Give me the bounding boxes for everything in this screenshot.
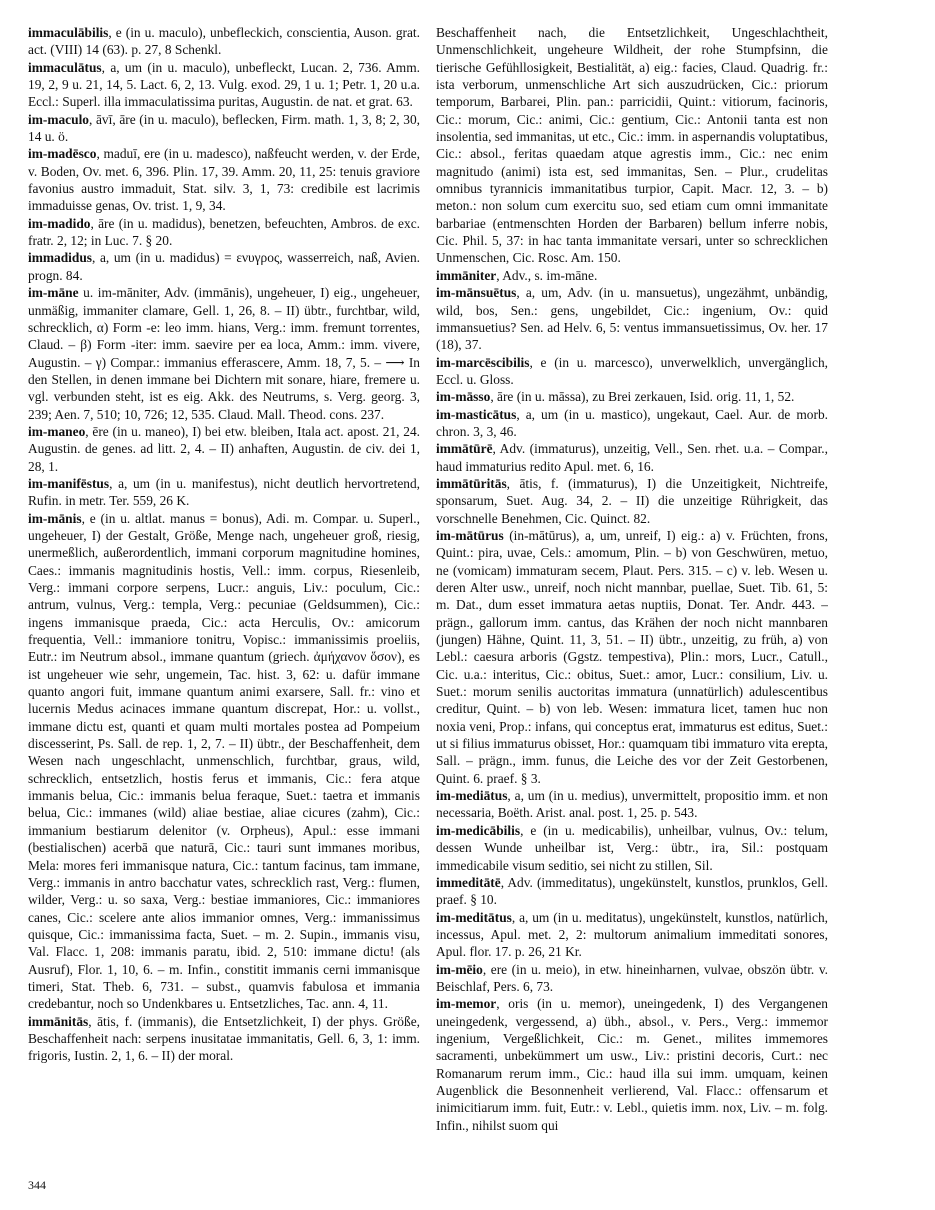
entry-text: u. im-māniter, Adv. (immānis), ungeheuer, I) eig., ungeheuer, unmäßig, immaniter clamare, Gell. 1, 26, 8. – II) übtr., furchtbar, wild, schrecklich, α) Form -e: leo imm. hians, Verg.: imm. fremunt torrentes, Claud. – β) Form -iter: imm. saevire per ea loca, Amm.: imm. vivere, Augustin. – γ) Compar.: immanius efferascere, Amm. 18, 7, 5. – ⟶ In den Stellen, in denen immane bei Dichtern mit sonare, hiare, fremere u. vgl. verbunden steht, ist es eig. Akk. des Neutrums, s. Verg. georg. 3, 239; Aen. 7, 510; 10, 726; 12, 535. Claud. Mall. Theod. cons. 237. bbox=[28, 285, 420, 422]
entry-text: , ere (in u. meio), in etw. hineinharnen, vulvae, obszön übtr. v. Beischlaf, Pers. 6, 73. bbox=[436, 961, 828, 994]
dictionary-entry bbox=[436, 527, 828, 787]
entry-text: , ātis, f. (immaturus), I) die Unzeitigkeit, Nichtreife, sponsarum, Suet. Aug. 34, 2. – II) die unzeitige Rührigkeit, das vorschnelle Benehmen, Cic. Quinct. 82. bbox=[436, 475, 828, 526]
page-number: 344 bbox=[28, 1178, 46, 1192]
dictionary-entry bbox=[436, 267, 828, 284]
dictionary-entry bbox=[436, 406, 828, 441]
entry-lemma: immānitās bbox=[28, 1013, 89, 1029]
entry-lemma: immātūritās bbox=[436, 475, 507, 491]
entry-lemma: im-masticātus bbox=[436, 406, 517, 422]
entry-text: , Adv., s. im-māne. bbox=[496, 267, 598, 283]
entry-lemma: im-mēio bbox=[436, 961, 483, 977]
entry-lemma: immātūrē bbox=[436, 441, 493, 457]
dictionary-entry bbox=[436, 24, 828, 267]
dictionary-entry bbox=[28, 111, 420, 146]
entry-lemma: im-marcēscibilis bbox=[436, 354, 530, 370]
entry-text: , Adv. (immeditatus), ungekünstelt, kunstlos, prunklos, Gell. praef. § 10. bbox=[436, 874, 828, 908]
entry-lemma: immaculābilis bbox=[28, 25, 109, 40]
entry-lemma: im-madēsco bbox=[28, 146, 97, 162]
entry-text: , āre (in u. māssa), zu Brei zerkauen, Isid. orig. 11, 1, 52. bbox=[490, 389, 795, 405]
entry-text: , āre (in u. madidus), benetzen, befeuchten, Ambros. de exc. fratr. 2, 12; in Luc. 7. § 20. bbox=[28, 215, 420, 249]
dictionary-entry bbox=[28, 423, 420, 475]
entry-lemma: im-meditātus bbox=[436, 909, 512, 925]
entry-lemma: immaculātus bbox=[28, 59, 102, 75]
dictionary-entry bbox=[436, 475, 828, 527]
dictionary-entry bbox=[28, 145, 420, 214]
entry-text: (in-mātūrus), a, um, unreif, I) eig.: a) v. Früchten, frons, Quint.: pira, uvae, Cels.: amomum, Plin. – b) von Geschwüren, metuo, ne (vomicam) immaturam secem, Plaut. Pers. 315. – c) v. leb. Wesen u. deren Alter usw., unreif, noch nicht mannbar, puellae, Suet. Tib. 61, 5: m. Dat., dum esset immatura aetas nuptiis, Donat. Ter. Andr. 443. – prägn., gallorum imm. cantus, das Krähen der noch nicht mannbaren (jungen) Hähne, Quint. 11, 3, 51. – II) übtr., unzeitig, zu früh, a) von Lebl.: caesura arboris (Ggstz. tempestiva), Plin.: mors, Lucr., Catull., Cic. u.a.: interitus, Cic.: obitus, Suet.: amor, Lucr.: consilium, Liv. u. Suet.: morum senilis auctoritas immatura (unnatürlich) adulescentibus creditur, Quint. – b) von leb. Wesen: immatura licet, tamen huc non noxia veni, Prop.: infans, qui conceptus erat, immaturus est editus, Suet.: ut si filius immaturus obisset, Hor.: quamquam tibi immaturo vita erepta, Sall. – prägn., imm. funus, die Leiche des vor der Zeit Gestorbenen, Quint. 6. praef. § 3. bbox=[436, 527, 828, 786]
dictionary-entry bbox=[28, 24, 420, 59]
entry-lemma: im-mātūrus bbox=[436, 527, 504, 543]
entry-lemma: im-māsso bbox=[436, 389, 491, 405]
entry-lemma: immāniter bbox=[436, 267, 497, 283]
entry-text: , a, um (in u. meditatus), ungekünstelt, kunstlos, natürlich, incessus, Apul. met. 2, 2: multorum animalium immeditati sonores, Apul. flor. 17. p. 26, 21 Kr. bbox=[436, 909, 828, 960]
entry-lemma: im-mediātus bbox=[436, 788, 508, 804]
left-column bbox=[28, 24, 420, 1174]
entry-text: , a, um, Adv. (in u. mansuetus), ungezähmt, unbändig, wild, bos, Sen.: gens, ungebildet, Cic.: ingenium, Ov.: quid immansuetius? Sen. ad Helv. 6, 5: ventus immansuetissimus, Ov. her. 17 (18), 37. bbox=[436, 285, 828, 353]
entry-text: Beschaffenheit nach, die Entsetzlichkeit, Ungeschlachtheit, Unmenschlichkeit, ungeheure Wildheit, der rohe Stumpfsinn, die tierische Gefühllosigkeit, Bestialität, a) eig.: facies, Claud. Quadrig. fr.: ista verborum, unmenschliche Art sich auszudrücken, Cic.: priorum temporum, Barbarei, Plin. pan.: parricidii, Quint.: vitiorum, facinoris, Cic.: morum, Cic.: animi, Cic.: gentium, Cic.: Antonii tanta est non insolentia, sed immanitas, ut etc., Cic.: imm. in aspernandis voluptatibus, Cic.: absol., feritas quaedam atque agrestis imm., Cic.: nec enim magnitudo (animi) ista est, sed immanitas, Sen. – Plur., crudelitas omnibus tyrannicis immanitatibus turpior, Capit. Macr. 12, 3. – b) meton.: non solum cum exercitu suo, sed etiam cum omni immanitate barbariae (entmenschten Horden der Barbaren) bellum inferre nobis, Cic. Phil. 5, 37: in hac tanta immanitate versari, unter so schrecklichen Unmenschen, Cic. Rosc. Am. 150. bbox=[436, 25, 828, 266]
entry-text: , a, um (in u. mastico), ungekaut, Cael. Aur. de morb. chron. 3, 3, 46. bbox=[436, 406, 828, 439]
dictionary-entry bbox=[436, 787, 828, 822]
entry-lemma: im-mānsuētus bbox=[436, 285, 517, 301]
dictionary-entry bbox=[436, 354, 828, 389]
dictionary-entry bbox=[28, 215, 420, 250]
dictionary-entry bbox=[28, 284, 420, 423]
entry-text: , Adv. (immaturus), unzeitig, Vell., Sen. rhet. u.a. – Compar., haud immaturius redito Apul. met. 6, 16. bbox=[436, 441, 828, 474]
entry-text: , oris (in u. memor), uneingedenk, I) des Vergangenen uneingedenk, vergessend, a) übh., absol., v. Pers., Verg.: immemor ingenium, Vergeßlichkeit, Cic.: m. Genet., milites immemores sacramenti, unbekümmert um usw., Liv.: pristini decoris, Curt.: nec Romanarum rerum imm., Cic.: haud illa sui imm. umquam, keinen Augenblick die Besonnenheit verlierend, Val. Flacc.: offensarum et inimicitiarum imm. fuit, Eutr.: v. Lebl., quietis imm. nox, Liv. – m. folg. Infin., nihilst suom qui bbox=[436, 996, 828, 1133]
right-column bbox=[436, 24, 828, 1174]
dictionary-entry bbox=[436, 874, 828, 909]
entry-lemma: im-māne bbox=[28, 285, 79, 301]
entry-text: , e (in u. altlat. manus = bonus), Adi. m. Compar. u. Superl., ungeheuer, I) der Gestalt, Größe, Menge nach, ungeheuer groß, riesig, unermeßlich, außerordentlich, immani corporum magnitudine homines, Caes.: immanis magnitudinis hostis, Vell.: imm. corpus, Riesenleib, Verg.: immani corpore serpens, Lucr.: anguis, Liv.: poculum, Cic.: antrum, vulnus, Verg.: templa, Verg.: pecuniae (Geldsummen), Cic.: ingens immanisque praeda, Cic.: acta Herculis, Ov.: amicorum frequentia, Vell.: immaniore tonitru, Vopisc.: immanissimis proeliis, Eutr.: im Neutrum absol., immane quantum (griech. ἀμήχανον ὅσον), es ist ungeheuer wie sehr, ungemein, Tac. hist. 3, 62: u. dafür immane quanto angori fuit, immane quantum animi exarsere, Sall. fr.: vino et lucernis Medus acinaces immane quantum discrepat, Hor.: u. vollst., immane dictu est, quanti et quam multi mortales postea ad Pompeium discesserint, Ps. Sall. de rep. 1, 2, 7. – II) übtr., der Beschaffenheit, dem Wesen nach ungeschlacht, unmenschlich, furchtbar, graus, wild, schrecklich, entsetzlich, hostis ferus et immanis, Cic.: fera atque immanis belua, Cic.: immanis belua feraque, Suet.: taetra et immanis belua, Cic.: immanes (wild) aliae bestiae, aliae cicures (zahm), Cic.: immanium bestiarum delenitor (v. Orpheus), Apul.: esse immani (bestialischen) acerbā que naturā, Cic.: tauri sunt immanes moribus, Mela: mores feri immanisque natura, Cic.: tantum facinus, tam immane, Verg.: immanis in antro bacchatur vates, schrecklich rast, Verg.: flumen, wilder, Verg.: u. so saxa, Verg.: bestiae immaniores, Cic.: immaniores canes, Cic.: scelere ante alios immanior omnes, Verg.: immanissimus quisque, Cic.: immanissima facta, Suet. – m. 2. Supin., immanis visu, Val. Flacc. 1, 208: immanis paratu, ibid. 2, 510: immane dictu! (als Ausruf), Flor. 1, 10, 6. – m. Infin., constitit immanis cerni immanisque timeri, Stat. Theb. 6, 731. – subst., quamvis fabulosa et immania credebantur, noch so Undenkbares u. Entsetzliches, Tac. ann. 4, 11. bbox=[28, 510, 420, 1012]
dictionary-entry bbox=[28, 475, 420, 510]
dictionary-entry bbox=[436, 284, 828, 353]
entry-lemma: im-manifēstus bbox=[28, 475, 110, 491]
dictionary-entry bbox=[28, 1013, 420, 1065]
entry-text: , ātis, f. (immanis), die Entsetzlichkeit, I) der phys. Größe, Beschaffenheit nach: serpens inusitatae immanitatis, Gell. 6, 3, 1: imm. frigoris, Iustin. 2, 1, 6. – II) der moral. bbox=[28, 1013, 420, 1064]
entry-text: , a, um (in u. medius), unvermittelt, propositio imm. et non necessaria, Boëth. Arist. anal. post. 1, 25. p. 543. bbox=[436, 788, 828, 821]
dictionary-entry bbox=[436, 961, 828, 996]
entry-lemma: im-medicābilis bbox=[436, 822, 521, 838]
entry-text: , a, um (in u. madidus) = ενυγρος, wasserreich, naß, Avien. progn. 84. bbox=[28, 250, 420, 283]
entry-text: , āvī, āre (in u. maculo), beflecken, Firm. math. 1, 3, 8; 2, 30, 14 u. ö. bbox=[28, 111, 420, 145]
entry-lemma: immeditātē bbox=[436, 874, 501, 890]
dictionary-entry bbox=[436, 822, 828, 874]
dictionary-entry bbox=[436, 440, 828, 475]
entry-lemma: im-mānis bbox=[28, 510, 82, 526]
dictionary-entry bbox=[436, 995, 828, 1134]
dictionary-entry bbox=[436, 909, 828, 961]
entry-text: , a, um (in u. maculo), unbefleckt, Lucan. 2, 736. Amm. 19, 2, 9 u. 21, 14, 5. Lact. 6, 2, 13. Vulg. exod. 29, 1 u. 1; Petr. 1, 20 u.a. Eccl.: Superl. illa immaculatissima puritas, Augustin. de nat. et grat. 63. bbox=[28, 59, 420, 110]
dictionary-entry bbox=[28, 249, 420, 284]
entry-text: , maduī, ere (in u. madesco), naßfeucht werden, v. der Erde, v. Boden, Ov. met. 6, 396. Plin. 17, 39. Amm. 20, 11, 25: tenuis graviore favonius austro immaduit, Stat. silv. 3, 1, 73: credibile est lacrimis immaduisse genas, Ov. trist. 1, 9, 34. bbox=[28, 146, 420, 214]
entry-text: , e (in u. marcesco), unverwelklich, unvergänglich, Eccl. u. Gloss. bbox=[436, 354, 828, 387]
dictionary-entry bbox=[28, 510, 420, 1013]
entry-lemma: immadidus bbox=[28, 250, 92, 266]
entry-text: , e (in u. maculo), unbefleckich, conscientia, Auson. grat. act. (VIII) 14 (63). p. 27, 8 Schenkl. bbox=[28, 25, 420, 58]
dictionary-entry bbox=[28, 59, 420, 111]
entry-lemma: im-maculo bbox=[28, 111, 89, 127]
entry-lemma: im-maneo bbox=[28, 423, 86, 439]
entry-text: , e (in u. medicabilis), unheilbar, vulnus, Ov.: telum, dessen Wunde unheilbar ist, Verg.: übtr., ira, Sil.: postquam immedicabile visum seditio, sei nicht zu stillen, Sil. bbox=[436, 822, 828, 873]
dictionary-entry bbox=[436, 388, 828, 405]
entry-lemma: im-memor bbox=[436, 996, 497, 1012]
entry-lemma: im-madido bbox=[28, 215, 91, 231]
entry-text: , a, um (in u. manifestus), nicht deutlich hervortretend, Rufin. in metr. Ter. 559, 26 K. bbox=[28, 475, 420, 509]
entry-text: , ēre (in u. maneo), I) bei etw. bleiben, Itala act. apost. 21, 24. Augustin. de genes. ad litt. 2, 4. – II) anhaften, Augustin. de civ. dei 1, 28, 1. bbox=[28, 423, 420, 474]
